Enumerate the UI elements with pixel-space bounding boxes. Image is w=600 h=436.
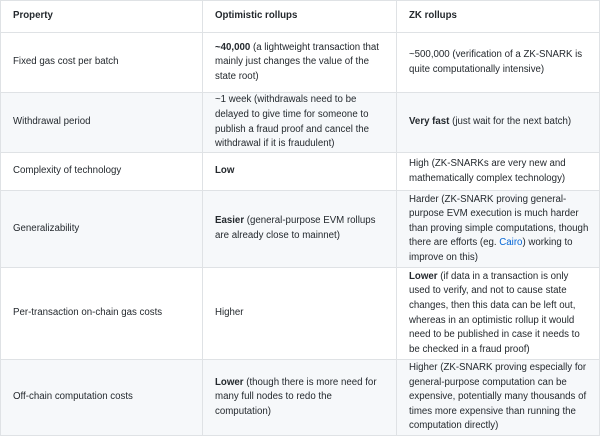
cell-text: (though there is more need for many full nodes to redo the computation): [215, 376, 377, 417]
optimistic-cell: [203, 153, 397, 191]
cell-emphasis: Easier: [215, 215, 245, 227]
table-row: [1, 191, 600, 268]
cell-emphasis: Low: [215, 165, 235, 177]
optimistic-cell: ~1 week (withdrawals need to be delayed to give time for someone to publish a fraud proof and cancel the withdrawal if it is fraudulent): [203, 93, 397, 153]
cell-text: (just wait for the next batch): [449, 116, 572, 128]
zk-cell: High (ZK-SNARKs are very new and mathematically complex technology): [397, 153, 600, 191]
cell-text: Harder (ZK-SNARK proving general-purpose EVM execution is much harder than proving simple computations, though there are efforts (eg.: [409, 193, 589, 249]
cell-emphasis: Lower: [215, 376, 244, 388]
zk-cell: Higher (ZK-SNARK proving especially for general-purpose computation can be expensive, potentially many thousands of times more expensive than running the computation directly): [397, 360, 600, 436]
property-cell: Off-chain computation costs: [1, 360, 203, 436]
table-header-row: [1, 1, 600, 33]
cell-emphasis: ~40,000: [215, 41, 251, 53]
cell-emphasis: Lower: [409, 270, 438, 282]
property-cell: Per-transaction on-chain gas costs: [1, 268, 203, 360]
table-row: [1, 153, 600, 191]
zk-cell: ~500,000 (verification of a ZK-SNARK is quite computationally intensive): [397, 33, 600, 93]
optimistic-cell: [203, 191, 397, 268]
zk-cell: [397, 268, 600, 360]
optimistic-cell: Higher: [203, 268, 397, 360]
property-cell: Complexity of technology: [1, 153, 203, 191]
zk-cell: [397, 93, 600, 153]
property-cell: Withdrawal period: [1, 93, 203, 153]
cell-text: (general-purpose EVM rollups are already close to mainnet): [215, 215, 376, 241]
table-row: [1, 268, 600, 360]
zk-cell: [397, 191, 600, 268]
header-property: Property: [1, 1, 203, 33]
cell-text: (if data in a transaction is only used to verify, and not to cause state changes, then this data can be left out, whereas in an optimistic rollup it would need to be published in case it needs to be checked in a fraud proof): [409, 270, 580, 355]
optimistic-cell: [203, 360, 397, 436]
property-cell: Fixed gas cost per batch: [1, 33, 203, 93]
table-row: [1, 93, 600, 153]
table-row: [1, 360, 600, 436]
property-cell: Generalizability: [1, 191, 203, 268]
cell-text: ) working to improve on this): [409, 237, 573, 263]
header-optimistic-rollups: Optimistic rollups: [203, 1, 397, 33]
header-zk-rollups: ZK rollups: [397, 1, 600, 33]
optimistic-cell: [203, 33, 397, 93]
cell-text: (a lightweight transaction that mainly just changes the value of the state root): [215, 41, 379, 82]
cairo-link[interactable]: Cairo: [499, 237, 523, 249]
table-row: [1, 33, 600, 93]
cell-emphasis: Very fast: [409, 116, 450, 128]
